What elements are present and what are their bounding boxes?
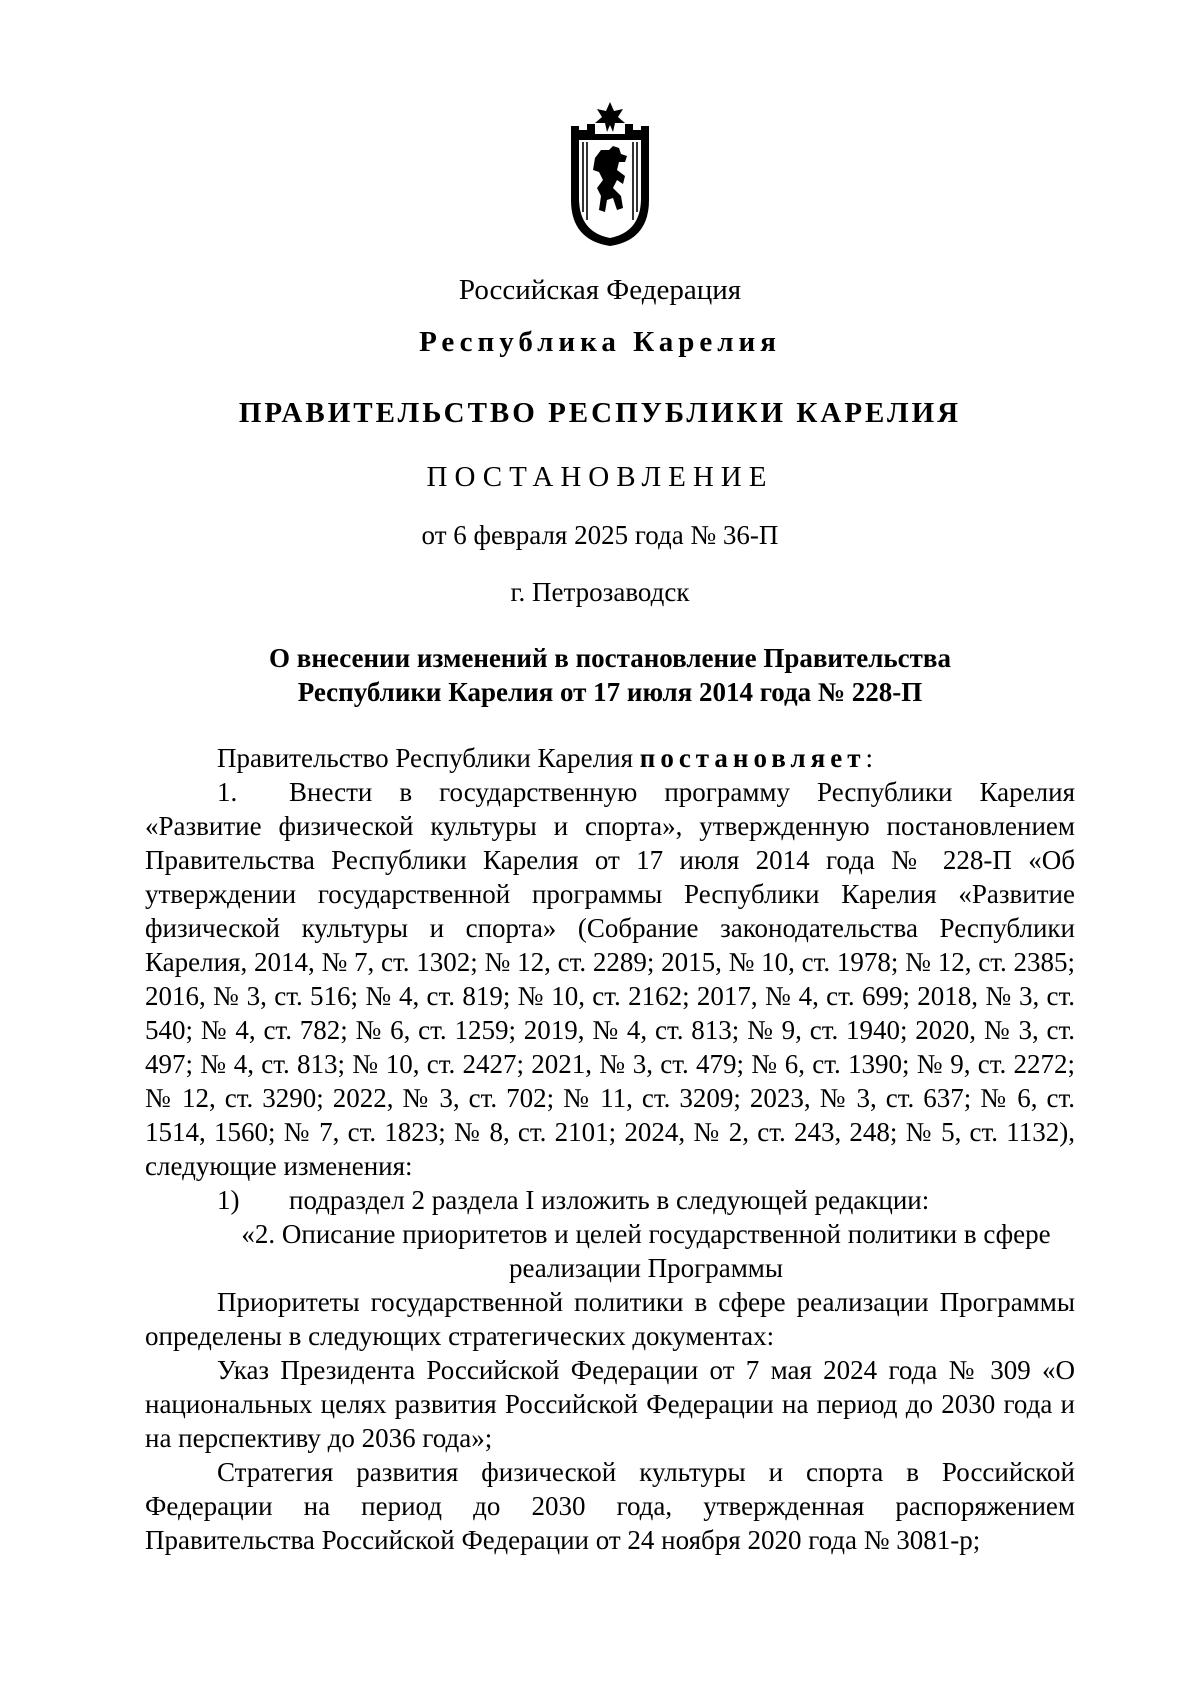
subject-line-2: Республики Карелия от 17 июля 2014 года № 228-П	[297, 677, 923, 707]
subitem-1	[145, 1183, 1075, 1217]
subject-line-1: О внесении изменений в постановление Правительства	[269, 643, 951, 673]
country-name: Российская Федерация	[458, 274, 742, 306]
preamble-end: :	[865, 743, 874, 773]
section-title-line-1: «2. Описание приоритетов и целей государственной политики в сфере	[241, 1219, 1051, 1249]
document-type: ПОСТАНОВЛЕНИЕ	[426, 461, 774, 493]
document-subject	[145, 641, 1075, 709]
section-title-line-2: реализации Программы	[508, 1253, 784, 1283]
item-1-text: Внести в государственную программу Республики Карелия «Развитие физической культуры и спорта», утвержденную постановлением Правительства Республики Карелия от 17 июля 2014 года № 228-П «Об утверждении государственной программы Республики Карелия «Развитие физической культуры и спорта» (Собрание законодательства Республики Карелия, 2014, № 7, ст. 1302; № 12, ст. 2289; 2015, № 10, ст. 1978; № 12, ст. 2385; 2016, № 3, ст. 516; № 4, ст. 819; № 10, ст. 2162; 2017, № 4, ст. 699; 2018, № 3, ст. 540; № 4, ст. 782; № 6, ст. 1259; 2019, № 4, ст. 813; № 9, ст. 1940; 2020, № 3, ст. 497; № 4, ст. 813; № 10, ст. 2427; 2021, № 3, ст. 479; № 6, ст. 1390; № 9, ст. 2272; № 12, ст. 3290; 2022, № 3, ст. 702; № 11, ст. 3209; 2023, № 3, ст. 637; № 6, ст. 1514, 1560; № 7, ст. 1823; № 8, ст. 2101; 2024, № 2, ст. 243, 248; № 5, ст. 1132), следующие изменения:	[145, 777, 1075, 1181]
preamble-text: Правительство Республики Карелия	[217, 743, 640, 773]
document-city: г. Петрозаводск	[510, 577, 690, 607]
subitem-1-number: 1)	[217, 1185, 240, 1215]
preamble	[145, 741, 1075, 775]
republic-name: Республика Карелия	[419, 326, 781, 358]
government-name: ПРАВИТЕЛЬСТВО РЕСПУБЛИКИ КАРЕЛИЯ	[238, 397, 962, 429]
paragraph-1: Приоритеты государственной политики в сфере реализации Программы определены в следующих стратегических документах:	[145, 1287, 1075, 1351]
preamble-emphasis: постановляет	[639, 743, 866, 773]
document-date-number: от 6 февраля 2025 года № 36-П	[421, 520, 779, 550]
item-1-number: 1.	[217, 777, 238, 807]
document-body	[145, 741, 1075, 1557]
paragraph-2: Указ Президента Российской Федерации от 7 мая 2024 года № 309 «О национальных целях развития Российской Федерации на период до 2030 года и на перспективу до 2036 года»;	[145, 1355, 1075, 1453]
subitem-1-text: подраздел 2 раздела I изложить в следующей редакции:	[289, 1185, 930, 1215]
item-1	[145, 775, 1075, 1183]
section-title	[145, 1217, 1075, 1285]
paragraph-3: Стратегия развития физической культуры и спорта в Российской Федерации на период до 2030 года, утвержденная распоряжением Правительства Российской Федерации от 24 ноября 2020 года № 3081-р;	[145, 1457, 1075, 1555]
karelia-coat-of-arms-icon	[565, 100, 655, 248]
